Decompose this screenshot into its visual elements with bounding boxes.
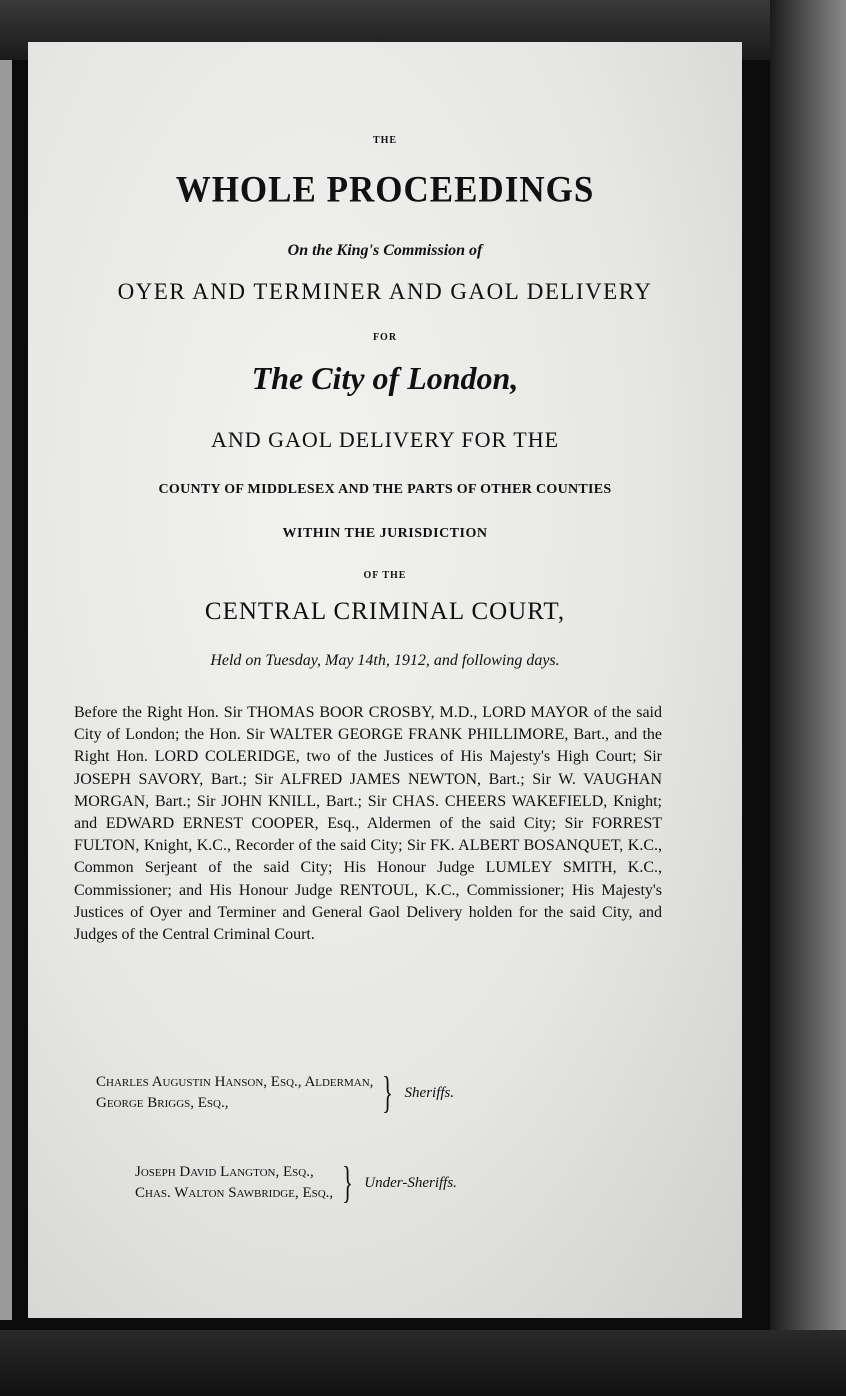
the-label: THE (372, 135, 398, 146)
under-sheriffs-names (135, 1162, 333, 1204)
sheriffs-role: Sheriffs. (404, 1084, 455, 1101)
under-sheriffs-role: Under-Sheriffs. (364, 1174, 457, 1191)
of-the-label: OF THE (363, 570, 407, 581)
page-title: WHOLE PROCEEDINGS (175, 169, 595, 210)
for-label: FOR (372, 332, 398, 343)
city-of-london: The City of London, (251, 360, 519, 396)
sheriffs-block (96, 1068, 455, 1117)
gaol-delivery: AND GAOL DELIVERY FOR THE (210, 427, 560, 452)
under-sheriffs-block (135, 1158, 457, 1207)
brace-icon: } (342, 1158, 354, 1207)
sheriff-name: Charles Augustin Hanson, Esq., Alderman, (96, 1074, 374, 1090)
under-sheriff-name: Chas. Walton Sawbridge, Esq., (135, 1185, 334, 1201)
brace-icon: } (382, 1068, 394, 1117)
court-name: CENTRAL CRIMINAL COURT, (204, 598, 566, 625)
title-page (28, 42, 742, 1318)
scan-bottom-edge (0, 1330, 846, 1396)
under-sheriff-name: Joseph David Langton, Esq., (135, 1164, 314, 1180)
sheriff-name: George Briggs, Esq., (96, 1095, 229, 1111)
judges-paragraph: Before the Right Hon. Sir THOMAS BOOR CROSBY, M.D., LORD MAYOR of the said City of London; the Hon. Sir WALTER GEORGE FRANK PHILLIMORE, Bart., and the Right Hon. LORD COLERIDGE, two of the Justices of His Majesty's High Court; Sir JOSEPH SAVORY, Bart.; Sir ALFRED JAMES NEWTON, Bart.; Sir W. VAUGHAN MORGAN, Bart.; Sir JOHN KNILL, Bart.; Sir CHAS. CHEERS WAKEFIELD, Knight; and EDWARD ERNEST COOPER, Esq., Aldermen of the said City; Sir FORREST FULTON, Knight, K.C., Recorder of the said City; Sir FK. ALBERT BOSANQUET, K.C., Common Serjeant of the said City; His Honour Judge LUMLEY SMITH, K.C., Commissioner; and His Honour Judge RENTOUL, K.C., Commissioner; His Majesty's Justices of Oyer and Terminer and General Gaol Delivery holden for the said City, and Judges of the Central Criminal Court. (74, 704, 662, 944)
jurisdiction-line: WITHIN THE JURISDICTION (282, 526, 488, 541)
book-spine (0, 60, 12, 1320)
sheriffs-names (96, 1072, 373, 1114)
scan-right-edge (770, 0, 846, 1396)
county-line: COUNTY OF MIDDLESEX AND THE PARTS OF OTHER COUNTIES (158, 482, 612, 497)
oyer-terminer: OYER AND TERMINER AND GAOL DELIVERY (117, 279, 653, 304)
held-date: Held on Tuesday, May 14th, 1912, and following days. (210, 652, 560, 669)
kings-commission: On the King's Commission of (287, 242, 483, 259)
